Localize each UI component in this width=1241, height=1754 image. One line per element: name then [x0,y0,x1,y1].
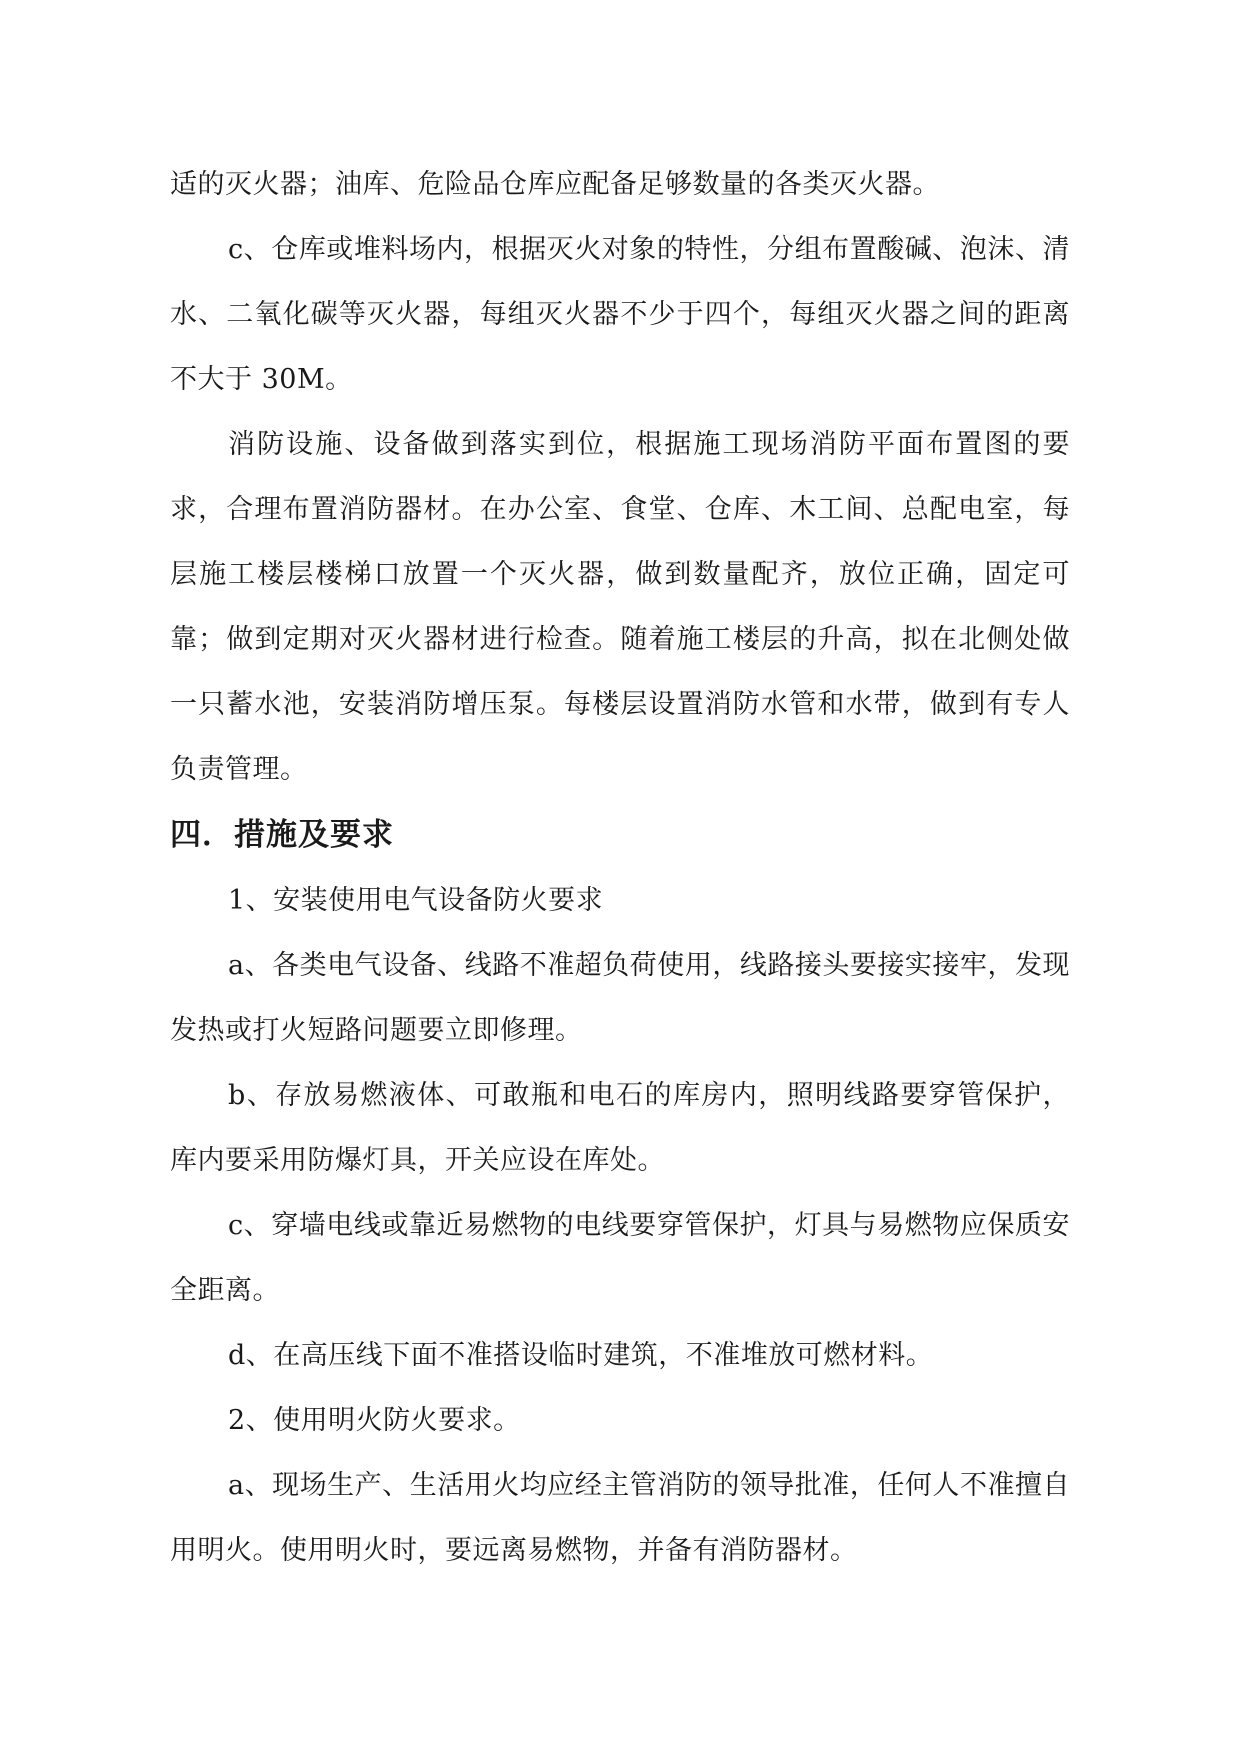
paragraph-electrical-title: 1、安装使用电气设备防火要求 [228,885,604,916]
paragraph-continuation-extinguishers: 适的灭火器；油库、危险品仓库应配备足够数量的各类灭火器。 [170,169,940,200]
document-body [170,152,1070,1583]
section-heading: 四．措施及要求 [170,817,394,853]
paragraph-warehouse-extinguishers: c、仓库或堆料场内，根据灭火对象的特性，分组布置酸碱、泡沫、清水、二氧化碳等灭火器，每组灭火器不少于四个，每组灭火器之间的距离不大于 30M。 [170,234,1070,395]
paragraph-fire-facilities: 消防设施、设备做到落实到位，根据施工现场消防平面布置图的要求，合理布置消防器材。在办公室、食堂、仓库、木工间、总配电室，每层施工楼层楼梯口放置一个灭火器，做到数量配齐，放位正确，固定可靠；做到定期对灭火器材进行检查。随着施工楼层的升高，拟在北侧处做一只蓄水池，安装消防增压泵。每楼层设置消防水管和水带，做到有专人负责管理。 [170,429,1070,785]
paragraph-electrical-b: b、存放易燃液体、可敢瓶和电石的库房内，照明线路要穿管保护，库内要采用防爆灯具，开关应设在库处。 [170,1080,1070,1176]
paragraph-electrical-a: a、各类电气设备、线路不准超负荷使用，线路接头要接实接牢，发现发热或打火短路问题要立即修理。 [170,950,1070,1046]
paragraph-electrical-d: d、在高压线下面不准搭设临时建筑，不准堆放可燃材料。 [228,1340,934,1371]
paragraph-open-flame-a: a、现场生产、生活用火均应经主管消防的领导批准，任何人不准擅自用明火。使用明火时，要远离易燃物，并备有消防器材。 [170,1470,1070,1566]
paragraph-electrical-c: c、穿墙电线或靠近易燃物的电线要穿管保护，灯具与易燃物应保质安全距离。 [170,1210,1070,1306]
paragraph-open-flame-title: 2、使用明火防火要求。 [228,1405,521,1436]
